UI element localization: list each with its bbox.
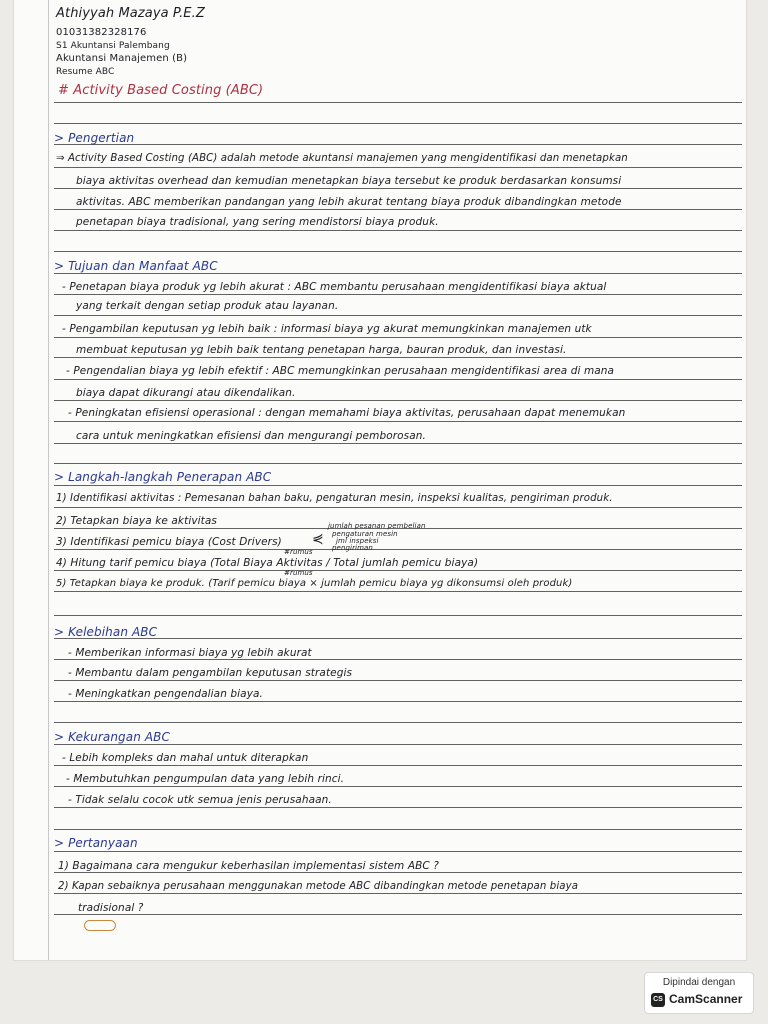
- ruled-line: [54, 507, 742, 508]
- margin-line: [48, 0, 49, 960]
- student-name: Athiyyah Mazaya P.E.Z: [56, 6, 205, 21]
- tujuan-line: - Peningkatan efisiensi operasional : dengan memahami biaya aktivitas, perusahaan dapat menemukan: [68, 407, 626, 419]
- ruled-line: [54, 102, 742, 103]
- driver-note: pengaturan mesin: [332, 530, 398, 538]
- watermark-line2: CamScanner: [669, 992, 743, 1006]
- doc-label: Resume ABC: [56, 67, 115, 77]
- ruled-line: [54, 144, 742, 145]
- class-label: S1 Akuntansi Palembang: [56, 41, 170, 51]
- pengertian-line: biaya aktivitas overhead dan kemudian menetapkan biaya tersebut ke produk berdasarkan konsumsi: [76, 175, 622, 187]
- langkah-line: 4) Hitung tarif pemicu biaya (Total Biaya Aktivitas / Total jumlah pemicu biaya): [56, 557, 479, 569]
- pengertian-line: ⇒ Activity Based Costing (ABC) adalah metode akuntansi manajemen yang mengidentifikasi dan menetapkan: [56, 153, 628, 164]
- watermark-line1: Dipindai dengan: [662, 977, 736, 988]
- pertanyaan-line: 1) Bagaimana cara mengukur keberhasilan implementasi sistem ABC ?: [58, 860, 439, 872]
- ruled-line: [54, 357, 742, 358]
- ruled-line: [54, 485, 742, 486]
- ruled-line: [54, 273, 742, 274]
- pertanyaan-line: tradisional ?: [78, 902, 144, 914]
- ruled-line: [54, 829, 742, 830]
- pengertian-line: aktivitas. ABC memberikan pandangan yang lebih akurat tentang biaya produk dibandingkan metode: [76, 196, 622, 208]
- ruled-line: [54, 443, 742, 444]
- kekurangan-line: - Lebih kompleks dan mahal untuk diterapkan: [62, 752, 309, 764]
- ruled-line: [54, 765, 742, 766]
- ruled-line: [54, 463, 742, 464]
- ruled-line: [54, 209, 742, 210]
- pertanyaan-line: 2) Kapan sebaiknya perusahaan menggunakan metode ABC dibandingkan metode penetapan biaya: [58, 881, 579, 892]
- ruled-line: [54, 570, 742, 571]
- camscanner-logo-icon: CS: [651, 993, 665, 1007]
- ruled-line: [54, 659, 742, 660]
- camscanner-watermark: [644, 972, 754, 1014]
- section-heading-pertanyaan: > Pertanyaan: [54, 836, 138, 850]
- ruled-line: [54, 615, 742, 616]
- ruled-line: [54, 379, 742, 380]
- section-heading-kelebihan: > Kelebihan ABC: [54, 625, 158, 639]
- rumus-note: #rumus: [284, 548, 313, 556]
- driver-note: jml inspeksi: [336, 537, 379, 545]
- tujuan-line: - Pengendalian biaya yg lebih efektif : ABC memungkinkan perusahaan mengidentifikasi area di mana: [66, 365, 615, 377]
- bracket-arrow-icon: ⋞: [312, 531, 324, 547]
- ruled-line: [54, 188, 742, 189]
- notebook-page: [14, 0, 746, 960]
- langkah-line: 2) Tetapkan biaya ke aktivitas: [56, 515, 217, 527]
- ruled-line: [54, 638, 742, 639]
- ruled-line: [54, 786, 742, 787]
- ruled-line: [54, 591, 742, 592]
- section-heading-tujuan: > Tujuan dan Manfaat ABC: [54, 259, 218, 273]
- section-heading-langkah: > Langkah-langkah Penerapan ABC: [54, 470, 272, 484]
- kelebihan-line: - Membantu dalam pengambilan keputusan strategis: [68, 667, 353, 679]
- kekurangan-line: - Membutuhkan pengumpulan data yang lebih rinci.: [66, 773, 345, 785]
- course-label: Akuntansi Manajemen (B): [56, 53, 188, 64]
- ruled-line: [54, 421, 742, 422]
- page-title: # Activity Based Costing (ABC): [58, 83, 264, 98]
- tujuan-line: - Penetapan biaya produk yg lebih akurat : ABC membantu perusahaan mengidentifikasi biaya aktual: [62, 281, 607, 293]
- tujuan-line: biaya dapat dikurangi atau dikendalikan.: [76, 387, 296, 399]
- tujuan-line: cara untuk meningkatkan efisiensi dan mengurangi pemborosan.: [76, 430, 426, 442]
- kelebihan-line: - Meningkatkan pengendalian biaya.: [68, 688, 263, 700]
- stamp-mark: [84, 920, 116, 931]
- ruled-line: [54, 807, 742, 808]
- ruled-line: [54, 549, 742, 550]
- ruled-line: [54, 337, 742, 338]
- driver-note: jumlah pesanan pembelian: [328, 522, 426, 530]
- ruled-line: [54, 167, 742, 168]
- driver-note: pengiriman: [332, 544, 373, 552]
- tujuan-line: - Pengambilan keputusan yg lebih baik : informasi biaya yg akurat memungkinkan manajemen utk: [62, 323, 592, 335]
- langkah-line: 1) Identifikasi aktivitas : Pemesanan bahan baku, pengaturan mesin, inspeksi kualitas, pengiriman produk.: [56, 493, 613, 504]
- rumus-note: #rumus: [284, 569, 313, 577]
- section-heading-pengertian: > Pengertian: [54, 131, 135, 145]
- ruled-line: [54, 701, 742, 702]
- ruled-line: [54, 680, 742, 681]
- ruled-line: [54, 744, 742, 745]
- ruled-line: [54, 294, 742, 295]
- ruled-line: [54, 851, 742, 852]
- ruled-line: [54, 872, 742, 873]
- ruled-line: [54, 400, 742, 401]
- langkah-line: 5) Tetapkan biaya ke produk. (Tarif pemicu biaya × jumlah pemicu biaya yg dikonsumsi oleh produk): [56, 578, 573, 589]
- ruled-line: [54, 230, 742, 231]
- ruled-line: [54, 722, 742, 723]
- pengertian-line: penetapan biaya tradisional, yang sering mendistorsi biaya produk.: [76, 216, 439, 228]
- student-nim: 01031382328176: [56, 27, 147, 38]
- kekurangan-line: - Tidak selalu cocok utk semua jenis perusahaan.: [68, 794, 332, 806]
- ruled-line: [54, 315, 742, 316]
- tujuan-line: membuat keputusan yg lebih baik tentang penetapan harga, bauran produk, dan investasi.: [76, 344, 567, 356]
- tujuan-line: yang terkait dengan setiap produk atau layanan.: [76, 300, 339, 312]
- ruled-line: [54, 251, 742, 252]
- kelebihan-line: - Memberikan informasi biaya yg lebih akurat: [68, 647, 312, 659]
- ruled-line: [54, 914, 742, 915]
- langkah-line: 3) Identifikasi pemicu biaya (Cost Drivers): [56, 536, 282, 548]
- section-heading-kekurangan: > Kekurangan ABC: [54, 730, 170, 744]
- ruled-line: [54, 123, 742, 124]
- ruled-line: [54, 893, 742, 894]
